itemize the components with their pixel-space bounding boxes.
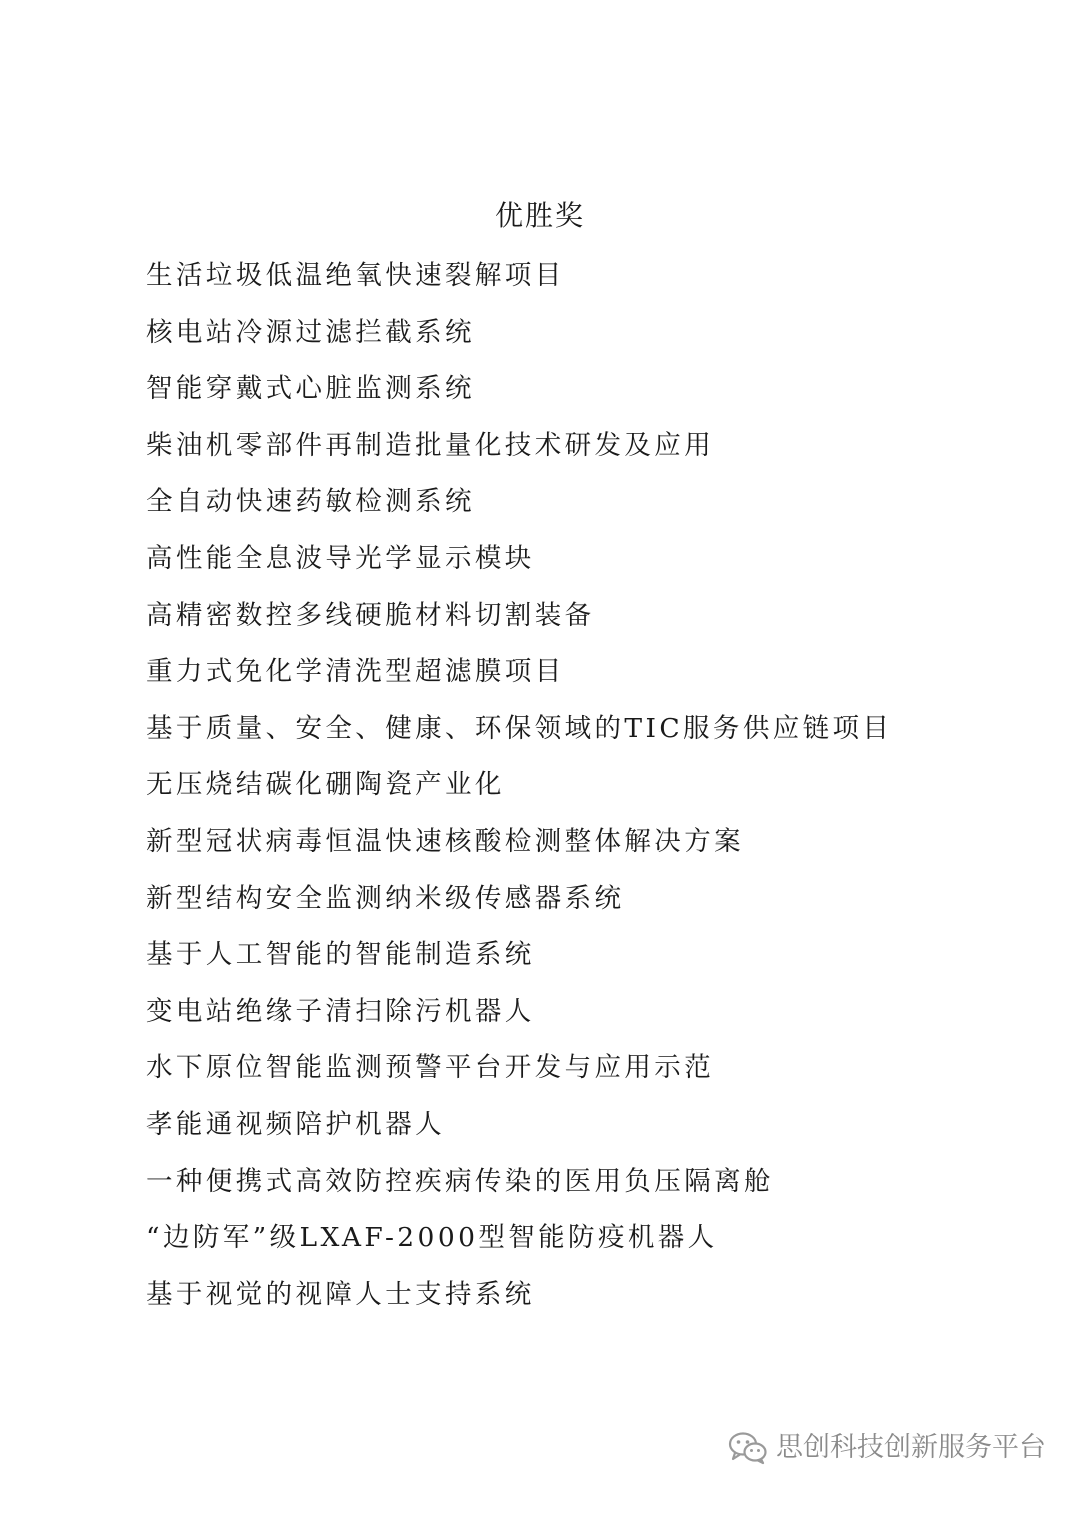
list-item: 全自动快速药敏检测系统: [146, 486, 475, 518]
list-item: 一种便携式高效防控疾病传染的医用负压隔离舱: [146, 1165, 774, 1197]
list-item: 新型冠状病毒恒温快速核酸检测整体解决方案: [146, 825, 744, 857]
list-item: 孝能通视频陪护机器人: [146, 1108, 445, 1140]
watermark-text: 思创科技创新服务平台: [776, 1432, 1046, 1463]
list-item: 生活垃圾低温绝氧快速裂解项目: [146, 260, 565, 291]
list-item: 基于视觉的视障人士支持系统: [146, 1278, 535, 1310]
list-item: 高性能全息波导光学显示模块: [146, 542, 535, 574]
list-item: 柴油机零部件再制造批量化技术研发及应用: [146, 429, 715, 461]
award-project-list: [146, 252, 892, 1327]
list-item: 新型结构安全监测纳米级传感器系统: [146, 882, 625, 914]
award-category-title: 优胜奖: [494, 199, 585, 232]
list-item: 重力式免化学清洗型超滤膜项目: [146, 656, 565, 688]
list-item: 基于人工智能的智能制造系统: [146, 939, 535, 971]
list-item: “边防军”级LXAF-2000型智能防疫机器人: [146, 1222, 718, 1254]
wechat-icon: [728, 1431, 768, 1465]
list-item: 无压烧结碳化硼陶瓷产业化: [146, 769, 505, 801]
list-item: 核电站冷源过滤拦截系统: [146, 316, 475, 348]
list-item: 基于质量、安全、健康、环保领域的TIC服务供应链项目: [146, 712, 893, 744]
source-watermark: [728, 1431, 1046, 1465]
list-item: 智能穿戴式心脏监测系统: [146, 373, 475, 405]
list-item: 水下原位智能监测预警平台开发与应用示范: [146, 1052, 715, 1084]
list-item: 变电站绝缘子清扫除污机器人: [146, 995, 535, 1027]
list-item: 高精密数控多线硬脆材料切割装备: [146, 599, 595, 631]
